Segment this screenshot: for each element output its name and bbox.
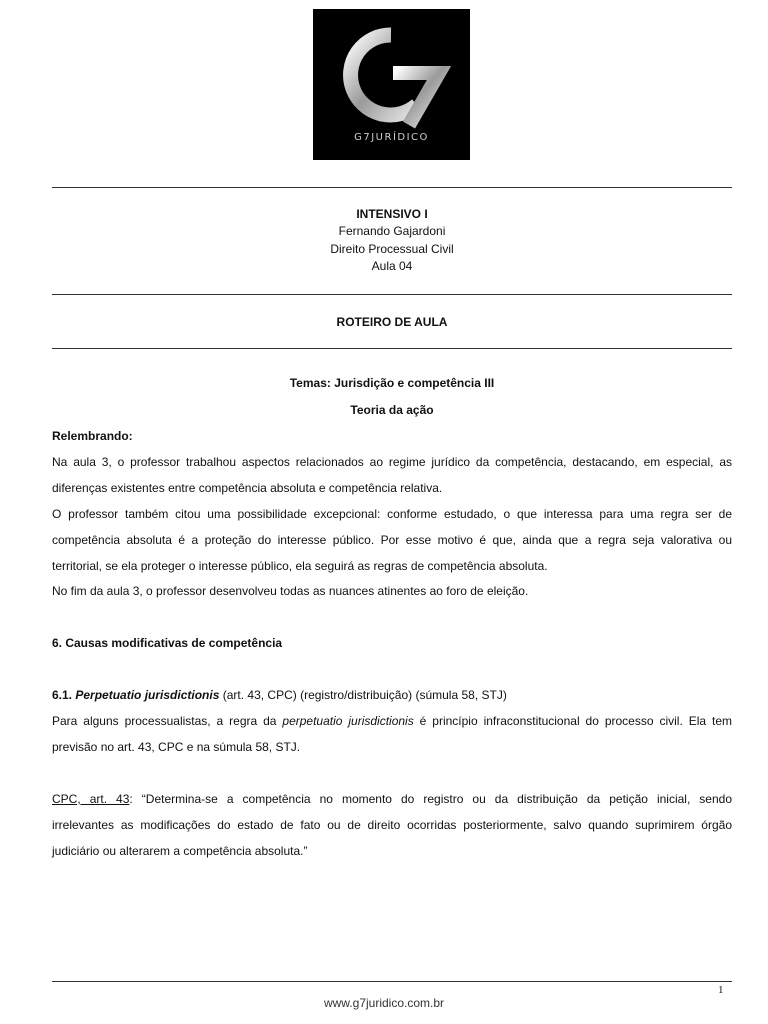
divider (52, 348, 732, 349)
recap-paragraph-line: diferenças existentes entre competência absoluta e competência relativa. (52, 480, 443, 495)
themes-title: Temas: Jurisdição e competência III (289, 376, 495, 390)
quote-line (52, 787, 732, 813)
g7-logo (313, 9, 470, 160)
quote-text: “Determina-se a competência no momento do registro ou da distribuição da petição inicial, sendo (141, 792, 732, 806)
professor-name: Fernando Gajardoni (338, 224, 446, 238)
lesson-number: Aula 04 (371, 259, 413, 273)
footer-url: www.g7juridico.com.br (323, 996, 445, 1010)
logo-caption: G7JURÍDICO (354, 132, 429, 143)
section-term: Perpetuatio jurisdictionis (75, 688, 220, 702)
recap-paragraph-line: competência absoluta é a proteção do interesse público. Por esse motivo é que, ainda que a regra seja valorativa ou (52, 532, 732, 547)
page-number: 1 (718, 984, 724, 996)
section-6-heading: 6. Causas modificativas de competência (52, 636, 283, 650)
quote-colon: : (129, 792, 133, 806)
recap-heading: Relembrando: (52, 429, 133, 443)
recap-paragraph-line: Na aula 3, o professor trabalhou aspectos relacionados ao regime jurídico da competência, destacando, em especial, as (52, 454, 732, 469)
quote-line: irrelevantes as modificações do estado de fato ou de direito ocorridas posteriormente, salvo quando suprimirem órgão (52, 817, 732, 832)
section-number: 6.1. (52, 688, 73, 702)
section-6-1-heading (52, 683, 732, 709)
recap-paragraph-line: O professor também citou uma possibilidade excepcional: conforme estudado, o que interessa para uma regra ser de (52, 506, 732, 521)
course-details (52, 223, 732, 276)
subject-name: Direito Processual Civil (330, 241, 454, 256)
quote-line: judiciário ou alterarem a competência absoluta.” (52, 843, 308, 858)
recap-section (52, 424, 732, 605)
recap-paragraph-line: No fim da aula 3, o professor desenvolveu todas as nuances atinentes ao foro de eleição. (52, 584, 529, 599)
cpc-quote (52, 787, 732, 865)
section-6-1-body-line: previsão no art. 43, CPC e na súmula 58, STJ. (52, 739, 301, 754)
section-title: ROTEIRO DE AULA (336, 315, 448, 329)
quote-reference: CPC, art. 43 (52, 792, 130, 806)
themes-subtitle: Teoria da ação (350, 403, 434, 417)
section-6-1-body-line (52, 709, 732, 735)
divider (52, 294, 732, 295)
section-6-1 (52, 683, 732, 761)
footer-divider (52, 981, 732, 982)
recap-paragraph-line: territorial, se ela proteger o interesse público, ela seguirá as regras de competência absoluta. (52, 558, 548, 573)
body-text: Para alguns processualistas, a regra da (52, 713, 277, 728)
divider (52, 187, 732, 188)
body-text: é princípio infraconstitucional do processo civil. Ela tem (419, 713, 732, 728)
course-title: INTENSIVO I (356, 207, 428, 221)
section-refs: (art. 43, CPC) (registro/distribuição) (súmula 58, STJ) (222, 688, 507, 702)
body-term: perpetuatio jurisdictionis (282, 713, 414, 728)
course-header (52, 206, 732, 224)
